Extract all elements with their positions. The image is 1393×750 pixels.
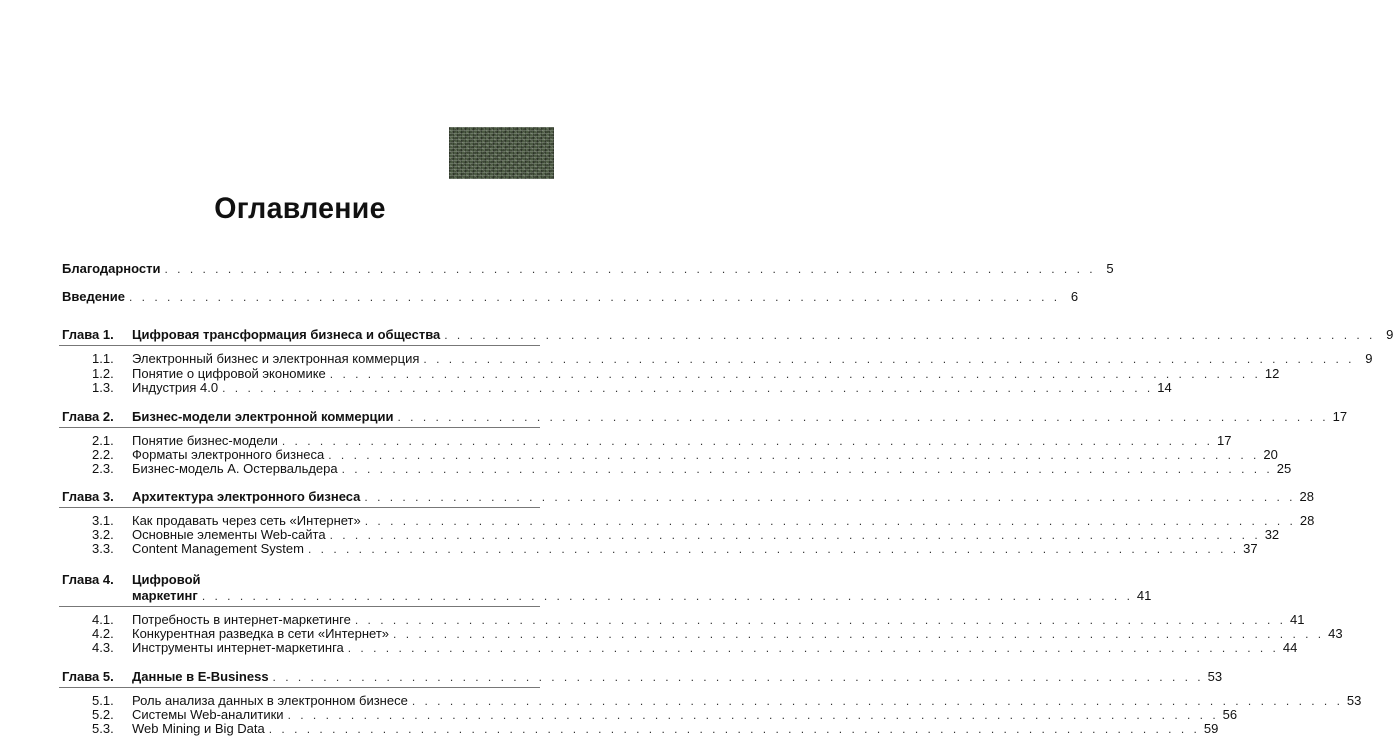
- leader-dots: . . . . . . . . . . . . . . . . . . . . . . . . . . . . . . . . . . . . . . . . . . . . . . . . . . . . . . . . . . . . . . . . . . . . . . . . . .: [364, 514, 1296, 528]
- toc-chapter-3: [132, 489, 1314, 505]
- leader-dots: . . . . . . . . . . . . . . . . . . . . . . . . . . . . . . . . . . . . . . . . . . . . . . . . . . . . . . . . . . . . . . . . . . . . . . . . . .: [129, 290, 1061, 304]
- page-title: Оглавление: [214, 192, 386, 225]
- leader-dots: . . . . . . . . . . . . . . . . . . . . . . . . . . . . . . . . . . . . . . . . . . . . . . . . . . . . . . . . . . . . . . . . . . . . . . . . . .: [444, 328, 1376, 342]
- section-title: Системы Web-аналитики: [132, 707, 284, 722]
- page-number: 56: [1222, 707, 1238, 722]
- leader-dots: . . . . . . . . . . . . . . . . . . . . . . . . . . . . . . . . . . . . . . . . . . . . . . . . . . . . . . . . . . . . . . . . . . . . . . . . . .: [423, 352, 1355, 366]
- chapter-title: Данные в E-Business: [132, 669, 269, 684]
- leader-dots: . . . . . . . . . . . . . . . . . . . . . . . . . . . . . . . . . . . . . . . . . . . . . . . . . . . . . . . . . . . . . . . . . . . . . . . . . .: [354, 613, 1286, 627]
- page-number: 59: [1203, 721, 1219, 736]
- section-number: 3.1.: [92, 513, 114, 528]
- section-title: Основные элементы Web-сайта: [132, 527, 326, 542]
- section-title: Content Management System: [132, 541, 304, 556]
- section-number: 2.3.: [92, 461, 114, 476]
- section-number: 1.1.: [92, 351, 114, 366]
- chapter-label: Глава 2.: [62, 409, 114, 424]
- toc-section-2-3: [132, 461, 1292, 477]
- leader-dots: . . . . . . . . . . . . . . . . . . . . . . . . . . . . . . . . . . . . . . . . . . . . . . . . . . . . . . . . . . . . . . . . . . . . . . . . . .: [397, 410, 1329, 424]
- leader-dots: . . . . . . . . . . . . . . . . . . . . . . . . . . . . . . . . . . . . . . . . . . . . . . . . . . . . . . . . . . . . . . . . . . . . . . . . . .: [411, 694, 1343, 708]
- section-title: Конкурентная разведка в сети «Интернет»: [132, 626, 390, 641]
- chapter-divider: [59, 427, 540, 428]
- section-number: 2.1.: [92, 433, 114, 448]
- section-number: 4.1.: [92, 612, 114, 627]
- section-number: 5.1.: [92, 693, 114, 708]
- page-number: 5: [1106, 261, 1114, 276]
- page-number: 17: [1332, 409, 1348, 424]
- toc-entry-acknowledgements: [62, 261, 1114, 277]
- page-number: 25: [1276, 461, 1292, 476]
- section-number: 4.3.: [92, 640, 114, 655]
- section-title: Форматы электронного бизнеса: [132, 447, 325, 462]
- leader-dots: . . . . . . . . . . . . . . . . . . . . . . . . . . . . . . . . . . . . . . . . . . . . . . . . . . . . . . . . . . . . . . . . . . . . . . . . . .: [287, 708, 1219, 722]
- page-number: 53: [1207, 669, 1223, 684]
- leader-dots: . . . . . . . . . . . . . . . . . . . . . . . . . . . . . . . . . . . . . . . . . . . . . . . . . . . . . . . . . . . . . . . . . . . . . . . . . .: [268, 722, 1200, 736]
- chapter-label: Глава 5.: [62, 669, 114, 684]
- section-title: Как продавать через сеть «Интернет»: [132, 513, 361, 528]
- page-number: 37: [1243, 541, 1258, 556]
- chapter-divider: [59, 507, 540, 508]
- section-number: 1.2.: [92, 366, 114, 381]
- chapter-title: Бизнес-модели электронной коммерции: [132, 409, 394, 424]
- page-number: 28: [1299, 513, 1315, 528]
- section-number: 2.2.: [92, 447, 114, 462]
- leader-dots: . . . . . . . . . . . . . . . . . . . . . . . . . . . . . . . . . . . . . . . . . . . . . . . . . . . . . . . . . . . . . . . . . . . . . . . . . .: [328, 448, 1260, 462]
- chapter-title: Архитектура электронного бизнеса: [132, 489, 361, 504]
- page-number: 9: [1365, 351, 1373, 366]
- section-number: 3.2.: [92, 527, 114, 542]
- section-title: Роль анализа данных в электронном бизнесе: [132, 693, 408, 708]
- chapter-label: Глава 4.: [62, 572, 114, 587]
- toc-section-1-1: [132, 351, 1373, 367]
- page-number: 20: [1263, 447, 1278, 462]
- chapter-divider: [59, 687, 540, 688]
- toc-section-3-3: [132, 541, 1258, 557]
- toc-entry-introduction: [62, 289, 1079, 305]
- page-number: 14: [1157, 380, 1172, 395]
- section-title: Индустрия 4.0: [132, 380, 219, 395]
- entry-title: Благодарности: [62, 261, 161, 276]
- chapter-title: Цифровая трансформация бизнеса и общества: [132, 327, 441, 342]
- chapter-divider: [59, 345, 540, 346]
- page-number: 12: [1264, 366, 1280, 381]
- page-number: 53: [1346, 693, 1362, 708]
- section-title: Бизнес-модель А. Остервальдера: [132, 461, 338, 476]
- section-title: Понятие бизнес-модели: [132, 433, 278, 448]
- page-number: 6: [1070, 289, 1079, 304]
- toc-chapter-2: [132, 409, 1348, 425]
- leader-dots: . . . . . . . . . . . . . . . . . . . . . . . . . . . . . . . . . . . . . . . . . . . . . . . . . . . . . . . . . . . . . . . . . . . . . . . . . .: [393, 627, 1325, 641]
- toc-chapter-4: [132, 588, 1152, 604]
- leader-dots: . . . . . . . . . . . . . . . . . . . . . . . . . . . . . . . . . . . . . . . . . . . . . . . . . . . . . . . . . . . . . . . . . . . . . . . . . .: [347, 641, 1279, 655]
- leader-dots: . . . . . . . . . . . . . . . . . . . . . . . . . . . . . . . . . . . . . . . . . . . . . . . . . . . . . . . . . . . . . . . . . . . . . . . . . .: [201, 589, 1133, 603]
- leader-dots: . . . . . . . . . . . . . . . . . . . . . . . . . . . . . . . . . . . . . . . . . . . . . . . . . . . . . . . . . . . . . . . . . . . . . . . . . .: [341, 462, 1273, 476]
- page-number: 17: [1216, 433, 1232, 448]
- section-number: 5.2.: [92, 707, 114, 722]
- leader-dots: . . . . . . . . . . . . . . . . . . . . . . . . . . . . . . . . . . . . . . . . . . . . . . . . . . . . . . . . . . . . . . . . . . . . . . . . . .: [307, 542, 1240, 556]
- section-title: Инструменты интернет-маркетинга: [132, 640, 344, 655]
- chapter-title-line-2: маркетинг: [132, 588, 198, 603]
- chapter-divider: [59, 606, 540, 607]
- page-number: 9: [1386, 327, 1393, 342]
- section-title: Web Mining и Big Data: [132, 721, 265, 736]
- section-title: Электронный бизнес и электронная коммерция: [132, 351, 420, 366]
- toc-section-5-3: [132, 721, 1219, 737]
- leader-dots: . . . . . . . . . . . . . . . . . . . . . . . . . . . . . . . . . . . . . . . . . . . . . . . . . . . . . . . . . . . . . . . . . . . . . . . . . .: [281, 434, 1213, 448]
- toc-section-1-3: [132, 380, 1172, 396]
- section-title: Понятие о цифровой экономике: [132, 366, 326, 381]
- leader-dots: . . . . . . . . . . . . . . . . . . . . . . . . . . . . . . . . . . . . . . . . . . . . . . . . . . . . . . . . . . . . . . . . . . . . . . . . . .: [329, 528, 1261, 542]
- leader-dots: . . . . . . . . . . . . . . . . . . . . . . . . . . . . . . . . . . . . . . . . . . . . . . . . . . . . . . . . . . . . . . . . . . . . . . . . . .: [164, 262, 1096, 276]
- leader-dots: . . . . . . . . . . . . . . . . . . . . . . . . . . . . . . . . . . . . . . . . . . . . . . . . . . . . . . . . . . . . . . . . . . . . . . . . . .: [364, 490, 1296, 504]
- chapter-label: Глава 1.: [62, 327, 114, 342]
- page-number: 44: [1282, 640, 1298, 655]
- chapter-title-line-1: Цифровой: [132, 572, 201, 587]
- leader-dots: . . . . . . . . . . . . . . . . . . . . . . . . . . . . . . . . . . . . . . . . . . . . . . . . . . . . . . . . . . . . . . . . . . . . . . . . . .: [329, 367, 1261, 381]
- toc-section-4-3: [132, 640, 1298, 656]
- chapter-label: Глава 3.: [62, 489, 114, 504]
- toc-chapter-1: [132, 327, 1393, 343]
- page-number: 28: [1299, 489, 1314, 504]
- leader-dots: . . . . . . . . . . . . . . . . . . . . . . . . . . . . . . . . . . . . . . . . . . . . . . . . . . . . . . . . . . . . . . . . . . . . . . . . . .: [272, 670, 1204, 684]
- section-number: 4.2.: [92, 626, 114, 641]
- section-number: 3.3.: [92, 541, 114, 556]
- section-title: Потребность в интернет-маркетинге: [132, 612, 351, 627]
- page-number: 32: [1264, 527, 1280, 542]
- page-number: 43: [1328, 626, 1343, 641]
- page-number: 41: [1136, 588, 1152, 603]
- toc-chapter-5: [132, 669, 1223, 685]
- page-number: 41: [1289, 612, 1305, 627]
- section-number: 1.3.: [92, 380, 114, 395]
- entry-title: Введение: [62, 289, 125, 304]
- section-number: 5.3.: [92, 721, 114, 736]
- leader-dots: . . . . . . . . . . . . . . . . . . . . . . . . . . . . . . . . . . . . . . . . . . . . . . . . . . . . . . . . . . . . . . . . . . . . . . . . . .: [222, 381, 1154, 395]
